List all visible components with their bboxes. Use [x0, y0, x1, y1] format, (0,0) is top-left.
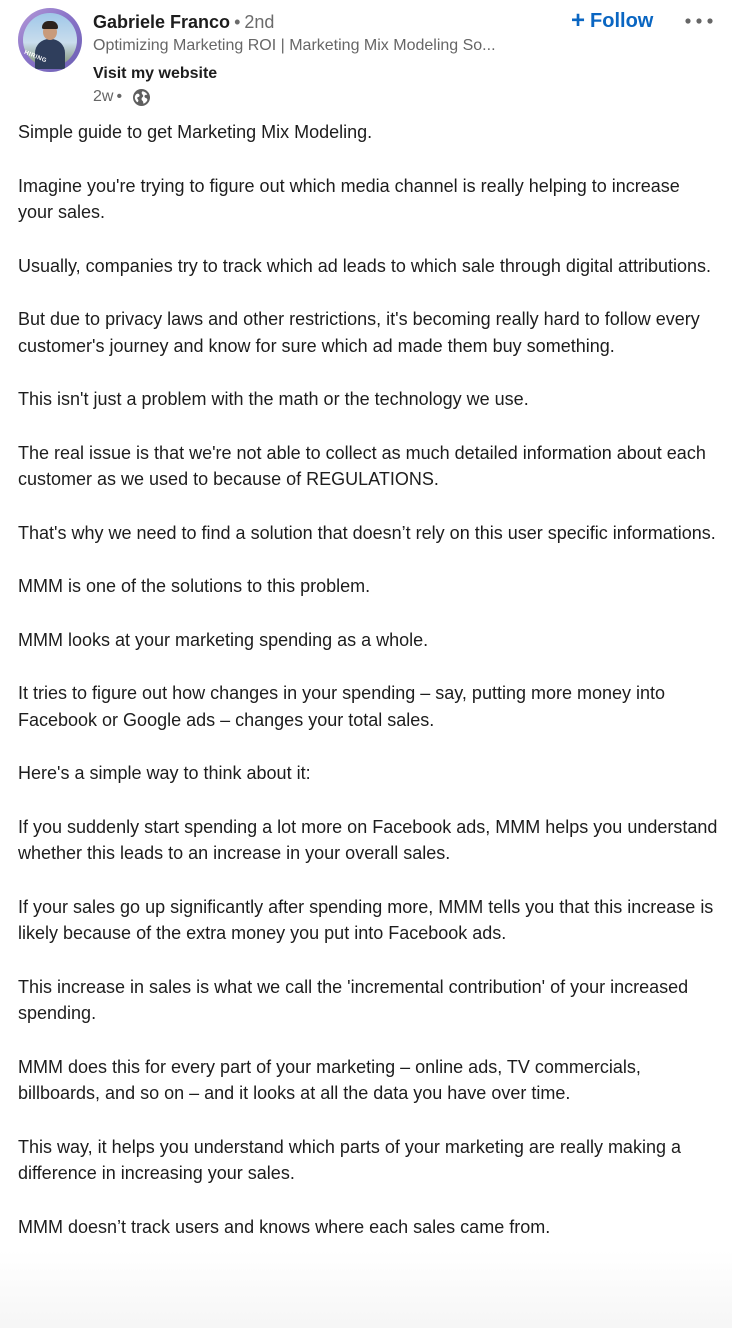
post-timestamp: 2w — [93, 88, 114, 105]
visit-website-link[interactable]: Visit my website — [93, 65, 218, 82]
post-paragraph: Simple guide to get Marketing Mix Modeling. — [18, 122, 373, 142]
post-paragraph: MMM doesn’t track users and knows where each sales came from. — [18, 1216, 551, 1237]
author-name[interactable]: Gabriele Franco — [93, 12, 231, 32]
author-headline: Optimizing Marketing ROI | Marketing Mix Modeling So... — [93, 37, 496, 54]
post-paragraph: If you suddenly start spending a lot more on Facebook ads, MMM helps you understand whether this leads to an increase in your overall sales. — [18, 816, 718, 863]
post-body — [18, 119, 718, 1267]
post-paragraph: MMM is one of the solutions to this problem. — [18, 576, 371, 596]
avatar[interactable] — [18, 8, 82, 72]
post-paragraph: If your sales go up significantly after spending more, MMM tells you that this increase is likely because of the extra money you put into Facebook ads. — [18, 896, 714, 943]
post-paragraph: This isn't just a problem with the math or the technology we use. — [18, 389, 529, 409]
more-options-icon[interactable] — [684, 12, 714, 30]
post-meta — [93, 86, 563, 108]
avatar-person-hair — [42, 21, 58, 29]
post-paragraph: That's why we need to find a solution that doesn’t rely on this user specific informations. — [18, 522, 716, 543]
follow-label: Follow — [590, 9, 654, 32]
plus-icon: + — [571, 7, 586, 34]
post-paragraph: The real issue is that we're not able to collect as much detailed information about each customer as we used to because of REGULATIONS. — [18, 442, 706, 489]
name-separator: • — [234, 12, 241, 32]
post-paragraph: MMM does this for every part of your marketing – online ads, TV commercials, billboards, and so on – and it looks at all the data you have over time. — [18, 1056, 641, 1103]
post-paragraph: It tries to figure out how changes in your spending – say, putting more money into Facebook or Google ads – changes your total sales. — [18, 683, 666, 730]
post-paragraph: MMM looks at your marketing spending as a whole. — [18, 629, 429, 650]
post-paragraph: Usually, companies try to track which ad leads to which sale through digital attributions. — [18, 255, 712, 276]
post-paragraph: This increase in sales is what we call the 'incremental contribution' of your increased spending. — [18, 976, 689, 1023]
meta-separator: • — [116, 88, 123, 105]
post-paragraph: Here's a simple way to think about it: — [18, 763, 311, 783]
author-name-line — [93, 10, 563, 34]
post-header — [18, 8, 718, 112]
post-paragraph: This way, it helps you understand which parts of your marketing are really making a difference in increasing your sales. — [18, 1136, 681, 1183]
connection-degree: 2nd — [244, 12, 275, 32]
post-paragraph: Imagine you're trying to figure out which media channel is really helping to increase your sales. — [18, 175, 680, 222]
globe-icon — [132, 88, 151, 107]
hiring-badge: HIRING — [23, 49, 48, 65]
follow-button[interactable] — [571, 4, 667, 38]
author-info — [93, 10, 563, 108]
post-paragraph: But due to privacy laws and other restrictions, it's becoming really hard to follow every customer's journey and know for sure which ad made them buy something. — [18, 309, 700, 356]
